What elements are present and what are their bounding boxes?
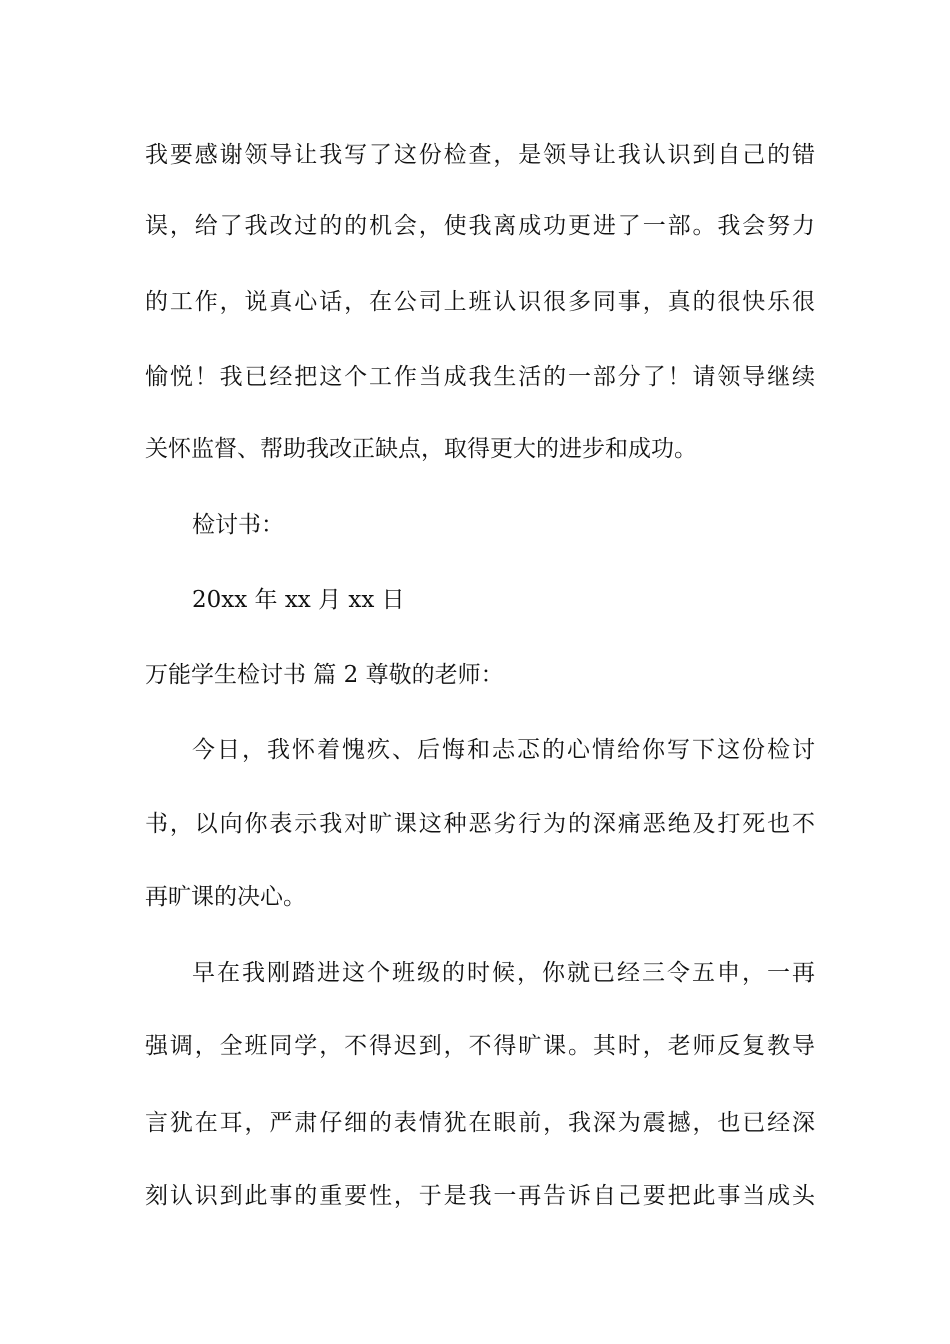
- paragraph-line: 强调，全班同学，不得迟到，不得旷课。其时，老师反复教导: [145, 1033, 815, 1059]
- paragraph-line: 言犹在耳，严肃仔细的表情犹在眼前，我深为震撼，也已经深: [145, 1110, 815, 1136]
- section-heading: 万能学生检讨书 篇 2 尊敬的老师：: [145, 662, 504, 688]
- paragraph-line: 再旷课的决心。: [145, 884, 306, 910]
- date-line: 20xx 年 xx 月 xx 日: [192, 587, 405, 613]
- paragraph-line: 的工作，说真心话，在公司上班认识很多同事，真的很快乐很: [145, 289, 815, 315]
- paragraph-line: 刻认识到此事的重要性，于是我一再告诉自己要把此事当成头: [145, 1183, 815, 1209]
- paragraph-line: 书，以向你表示我对旷课这种恶劣行为的深痛恶绝及打死也不: [145, 811, 815, 837]
- paragraph-line: 今日，我怀着愧疚、后悔和忐忑的心情给你写下这份检讨: [192, 737, 815, 763]
- paragraph-line: 我要感谢领导让我写了这份检查，是领导让我认识到自己的错: [145, 142, 815, 168]
- paragraph-line: 误，给了我改过的的机会，使我离成功更进了一部。我会努力: [145, 213, 815, 239]
- paragraph-line: 早在我刚踏进这个班级的时候，你就已经三令五申，一再: [192, 960, 815, 986]
- paragraph-line: 关怀监督、帮助我改正缺点，取得更大的进步和成功。: [145, 436, 697, 462]
- signature-label: 检讨书：: [192, 512, 284, 538]
- paragraph-line: 愉悦！我已经把这个工作当成我生活的一部分了！请领导继续: [145, 364, 815, 390]
